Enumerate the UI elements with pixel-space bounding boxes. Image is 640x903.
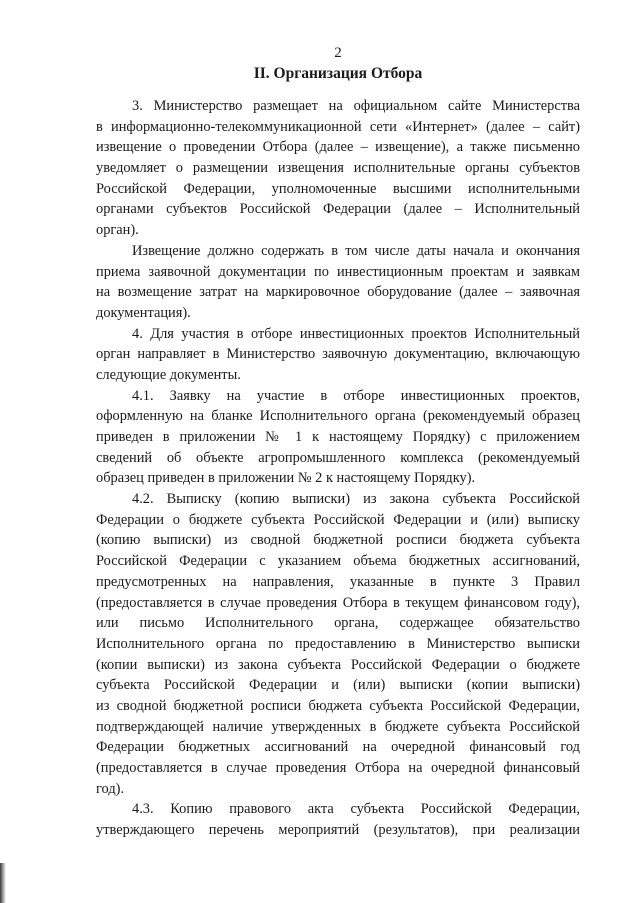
- text-line: уведомляет о размещении извещения исполнительные органы субъектов: [96, 160, 580, 177]
- text-line: оформленную на бланке Исполнительного органа (рекомендуемый образец: [96, 408, 580, 425]
- text-line: сведений об объекте агропромышленного комплекса (рекомендуемый: [96, 449, 580, 466]
- text-line: подтверждающей наличие утвержденных в бюджете субъекта Российской: [96, 718, 580, 735]
- paragraph-3: [96, 96, 580, 241]
- text-line: из сводной бюджетной росписи бюджета субъекта Российской Федерации,: [96, 697, 580, 714]
- text-line: Федерации бюджетных ассигнований на очередной финансовый год: [96, 739, 580, 756]
- text-line: Федерации о бюджете субъекта Российской Федерации и (или) выписку: [96, 511, 580, 528]
- text-line: Исполнительного органа по предоставлению в Министерство выписки: [96, 635, 580, 652]
- text-line: в информационно-телекоммуникационной сети «Интернет» (далее – сайт): [96, 118, 580, 135]
- paragraph-4-1: [96, 386, 580, 489]
- paragraph-4-2: [96, 489, 580, 799]
- text-line: на возмещение затрат на маркировочное оборудование (далее – заявочная: [96, 284, 580, 301]
- paragraph-4-3: [96, 799, 580, 840]
- text-line: утверждающего перечень мероприятий (результатов), при реализации: [96, 822, 580, 839]
- text-line: извещение о проведении Отбора (далее – извещение), а также письменно: [96, 139, 580, 156]
- text-line: субъекта Российской Федерации и (или) выписки (копии выписки): [96, 677, 580, 694]
- text-line: (копию выписки) из сводной бюджетной росписи бюджета субъекта: [96, 532, 580, 549]
- section-heading: II. Организация Отбора: [253, 65, 423, 82]
- document-body: [96, 96, 580, 841]
- text-line: Российской Федерации с указанием объема бюджетных ассигнований,: [96, 553, 580, 570]
- paragraph-4: [96, 324, 580, 386]
- text-line: или письмо Исполнительного органа, содержащее обязательство: [96, 615, 580, 632]
- text-line: 4.1. Заявку на участие в отборе инвестиционных проектов,: [132, 387, 580, 404]
- text-line: приведен в приложении № 1 к настоящему Порядку) с приложением: [96, 429, 580, 445]
- text-line: 4.3. Копию правового акта субъекта Российской Федерации,: [132, 801, 580, 818]
- text-line: орган направляет в Министерство заявочную документацию, включающую: [96, 346, 580, 363]
- text-line: год).: [96, 780, 125, 797]
- text-line: (предоставляется в случае проведения Отбора в текущем финансовом году),: [96, 594, 580, 611]
- scan-edge-shadow: [0, 863, 6, 903]
- text-line: документация).: [96, 304, 191, 321]
- text-line: предусмотренных на направления, указанные в пункте 3 Правил: [96, 573, 580, 590]
- text-line: Российской Федерации, уполномоченные высшими исполнительными: [96, 180, 580, 197]
- paragraph-3-notice: [96, 241, 580, 324]
- text-line: приема заявочной документации по инвестиционным проектам и заявкам: [96, 263, 580, 280]
- text-line: следующие документы.: [96, 366, 241, 383]
- text-line: 4.2. Выписку (копию выписки) из закона субъекта Российской: [132, 491, 580, 508]
- page-number: 2: [334, 45, 342, 61]
- text-line: орган).: [96, 222, 139, 239]
- text-line: 3. Министерство размещает на официальном сайте Министерства: [132, 98, 580, 114]
- text-line: образец приведен в приложении № 2 к настоящему Порядку).: [96, 470, 476, 487]
- text-line: Извещение должно содержать в том числе даты начала и окончания: [132, 242, 580, 259]
- text-line: органами субъектов Российской Федерации (далее – Исполнительный: [96, 201, 580, 218]
- text-line: 4. Для участия в отборе инвестиционных проектов Исполнительный: [132, 325, 580, 342]
- text-line: (предоставляется в случае проведения Отбора на очередной финансовый: [96, 760, 580, 776]
- text-line: (копии выписки) из закона субъекта Российской Федерации о бюджете: [96, 656, 580, 673]
